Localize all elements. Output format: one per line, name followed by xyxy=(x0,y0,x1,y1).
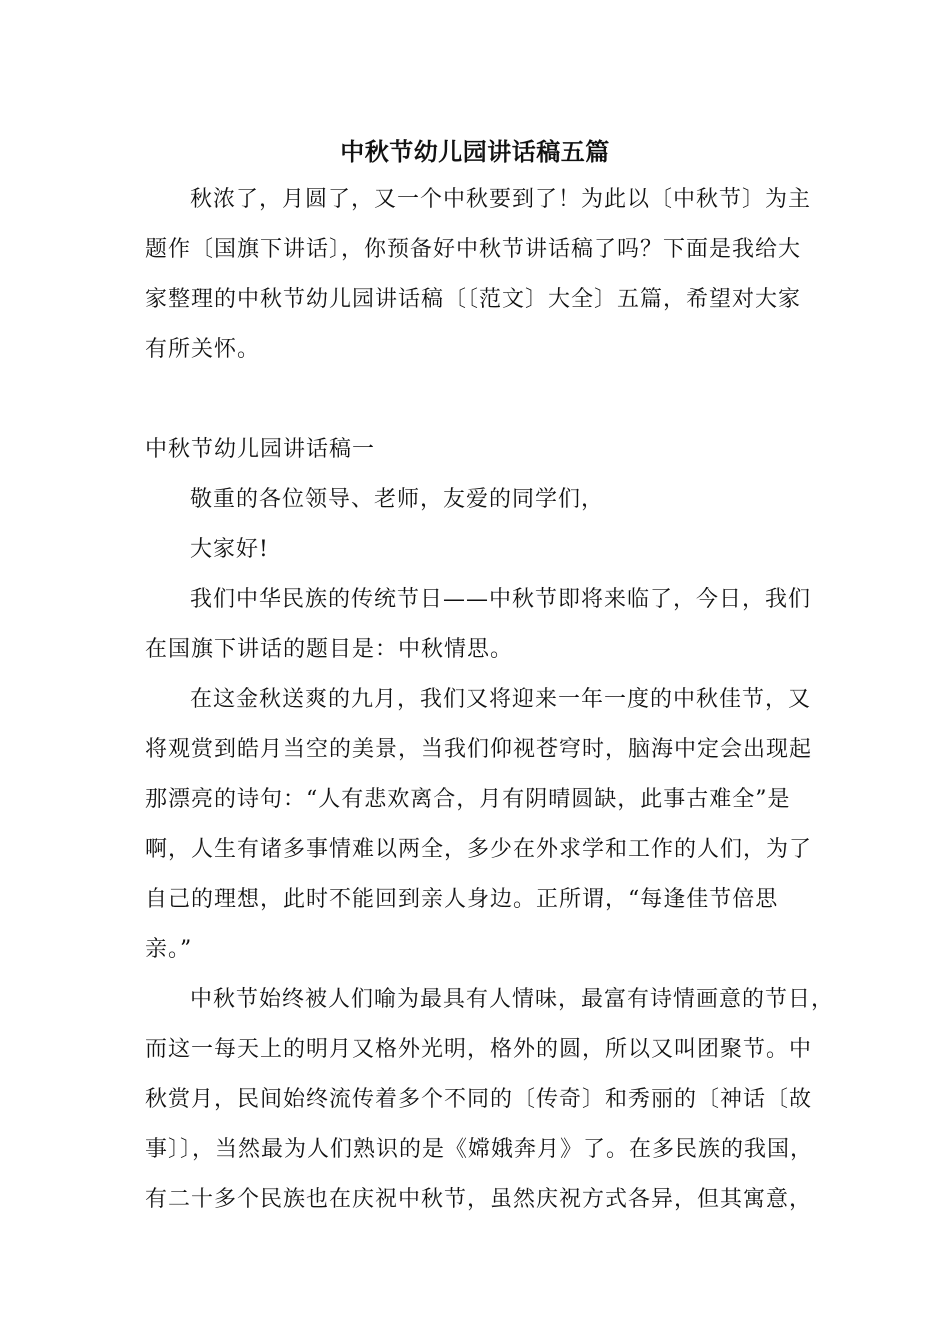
paragraph-line: 秋赏月，民间始终流传着多个不同的〔传奇〕和秀丽的〔神话〔故 xyxy=(145,1087,813,1112)
paragraph-line: 亲。” xyxy=(145,937,193,962)
paragraph-line: 秋浓了，月圆了，又一个中秋要到了！为此以〔中秋节〕为主 xyxy=(190,187,812,212)
paragraph-line: 家整理的中秋节幼儿园讲话稿〔〔范文〕大全〕五篇，希望对大家 xyxy=(145,287,802,312)
paragraph-line: 大家好! xyxy=(190,537,269,562)
section-heading: 中秋节幼儿园讲话稿一 xyxy=(145,437,376,462)
paragraph-line: 而这一每天上的明月又格外光明，格外的圆，所以又叫团聚节。中 xyxy=(145,1037,813,1062)
paragraph-line: 有所关怀。 xyxy=(145,337,261,362)
paragraph-line: 事〕〕，当然最为人们熟识的是《嫦娥奔月》了。在多民族的我国， xyxy=(145,1137,814,1162)
document-title: 中秋节幼儿园讲话稿五篇 xyxy=(340,137,610,166)
paragraph-line: 在国旗下讲话的题目是：中秋情思。 xyxy=(145,637,514,662)
paragraph-line: 我们中华民族的传统节日——中秋节即将来临了，今日，我们 xyxy=(190,587,812,612)
paragraph-line: 中秋节始终被人们喻为最具有人情味，最富有诗情画意的节日， xyxy=(190,987,835,1012)
paragraph-line: 敬重的各位领导、老师，友爱的同学们， xyxy=(190,487,605,512)
paragraph-line: 将观赏到皓月当空的美景，当我们仰视苍穹时，脑海中定会出现起 xyxy=(145,737,813,762)
paragraph-line: 那漂亮的诗句：“人有悲欢离合，月有阴晴圆缺，此事古难全”是 xyxy=(145,787,791,812)
paragraph-line: 啊，人生有诸多事情难以两全，多少在外求学和工作的人们，为了 xyxy=(145,837,813,862)
paragraph-line: 有二十多个民族也在庆祝中秋节，虽然庆祝方式各异，但其寓意， xyxy=(145,1187,813,1212)
paragraph-line: 在这金秋送爽的九月，我们又将迎来一年一度的中秋佳节，又 xyxy=(190,687,812,712)
paragraph-line: 题作〔国旗下讲话〕，你预备好中秋节讲话稿了吗？下面是我给大 xyxy=(145,237,802,262)
paragraph-line: 自己的理想，此时不能回到亲人身边。正所谓，“每逢佳节倍思 xyxy=(145,887,779,912)
